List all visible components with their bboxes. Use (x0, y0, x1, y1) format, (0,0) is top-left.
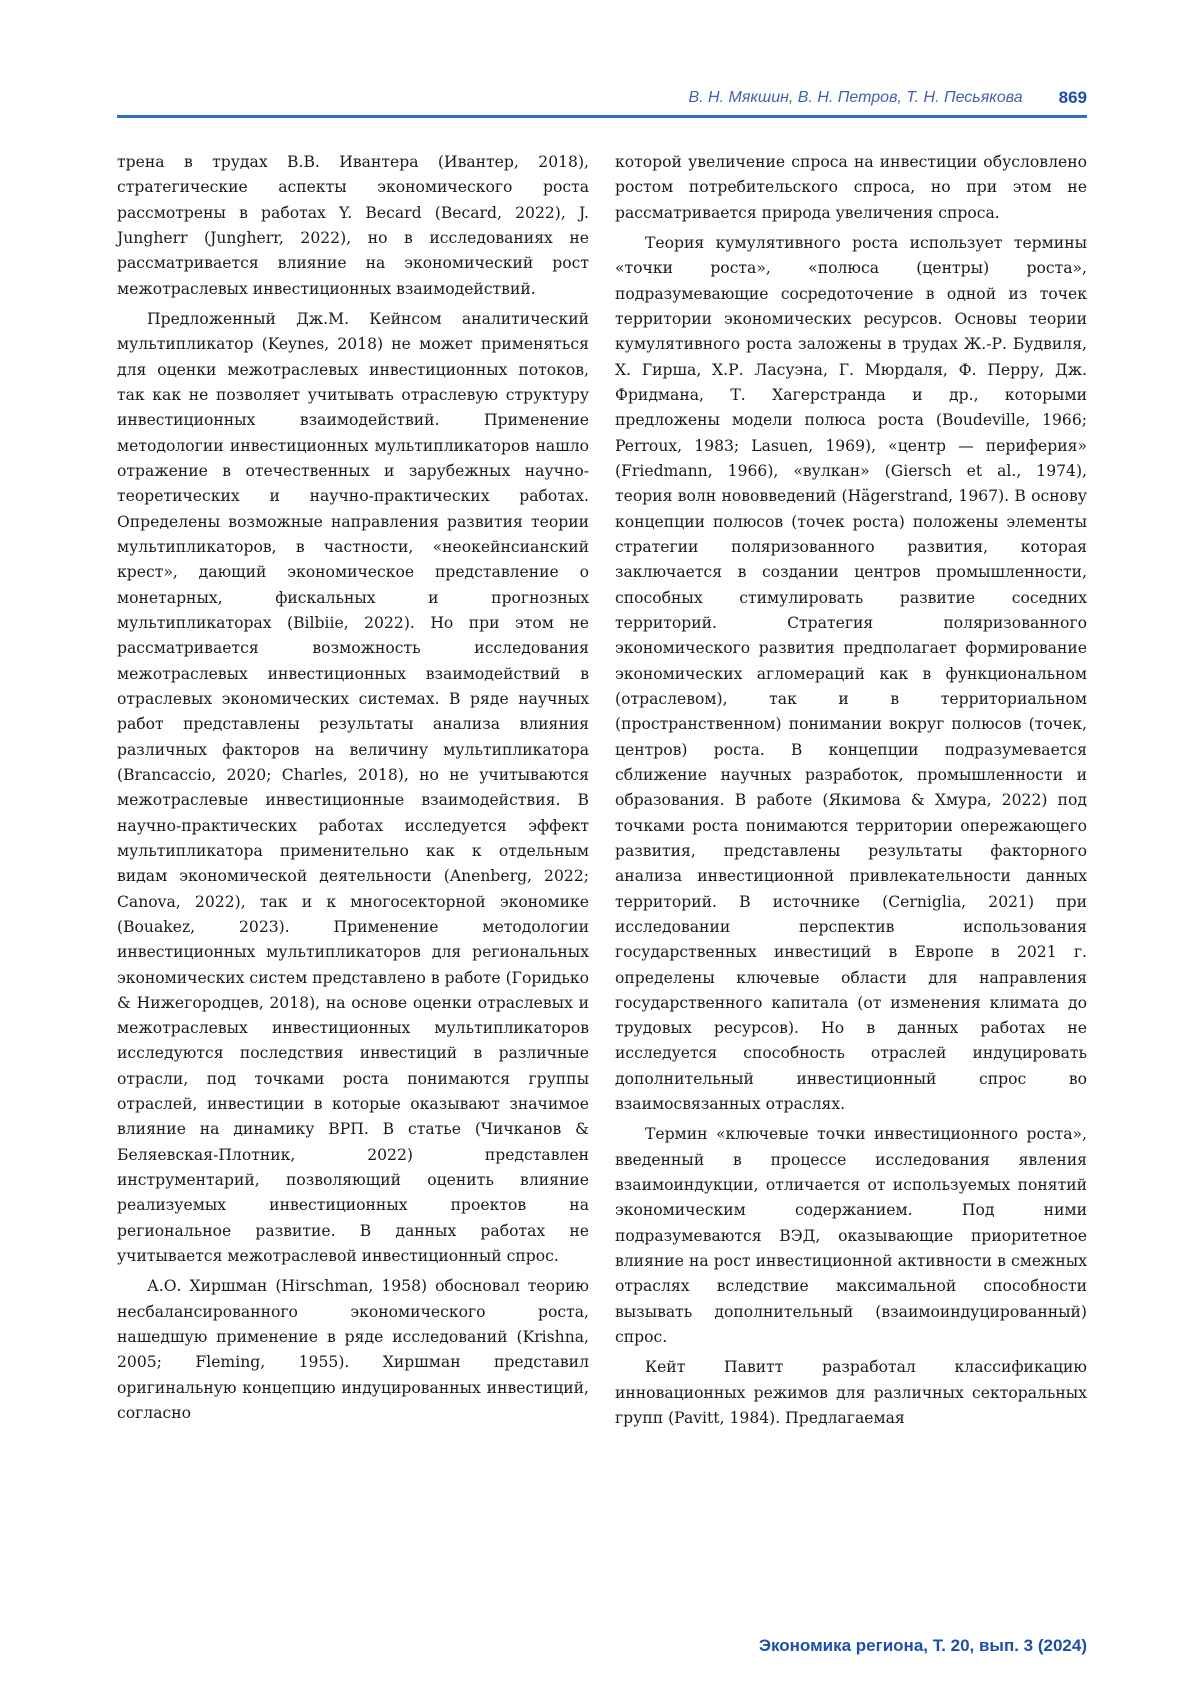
paragraph: Термин «ключевые точки инвестиционного роста», введенный в процессе исследования явления взаимоиндукции, отличается от используемых понятий экономическим содержанием. Под ними подразумеваются ВЭД, оказывающие приоритетное влияние на рост инвестиционной активности в смежных отраслях вследствие максимальной способности вызывать дополнительный (взаимоиндуцированный) спрос. (615, 1125, 1087, 1347)
paragraph: А.О. Хиршман (Hirschman, 1958) обосновал теорию несбалансированного экономического роста, нашедшую применение в ряде исследований (Krishna, 2005; Fleming, 1955). Хиршман представил оригинальную концепцию индуцированных инвестиций, согласно (117, 1277, 589, 1423)
paragraph: Кейт Павитт разработал классификацию инновационных режимов для различных секторальных групп (Pavitt, 1984). Предлагаемая (615, 1358, 1087, 1428)
running-header (117, 86, 1087, 110)
paragraph: Предложенный Дж.М. Кейнсом аналитический мультипликатор (Keynes, 2018) не может применяться для оценки межотраслевых инвестиционных потоков, так как не позволяет учитывать отраслевую структуру инвестиционных взаимодействий. Применение методологии инвестиционных мультипликаторов нашло отражение в отечественных и зарубежных научно-теоретических и научно-практических работах. Определены возможные направления развития теории мультипликаторов, в частности, «неокейнсианский крест», дающий экономическое представление о монетарных, фискальных и прогнозных мультипликаторах (Bilbiie, 2022). Но при этом не рассматривается возможность исследования межотраслевых инвестиционных взаимодействий в отраслевых экономических системах. В ряде научных работ представлены результаты анализа влияния различных факторов на величину мультипликатора (Brancaccio, 2020; Charles, 2018), но не учитываются межотраслевые инвестиционные взаимодействия. В научно-практических работах исследуется эффект мультипликатора применительно как к отдельным видам экономической деятельности (Anenberg, 2022; Canova, 2022), так и к многосекторной экономике (Bouakez, 2023). Применение методологии инвестиционных мультипликаторов для региональных экономических систем представлено в работе (Горидько & Нижегородцев, 2018), на основе оценки отраслевых и межотраслевых инвестиционных мультипликаторов исследуются последствия инвестиций в различные отрасли, под точками роста понимаются группы отраслей, инвестиции в которые оказывают значимое влияние на динамику ВРП. В статье (Чичканов & Беляевская-Плотник, 2022) представлен инструментарий, позволяющий оценить влияние реализуемых инвестиционных проектов на региональное развитие. В данных работах не учитывается межотраслевой инвестиционный спрос. (117, 309, 589, 1266)
header-authors: В. Н. Мякшин, В. Н. Петров, Т. Н. Песьякова (688, 89, 1023, 106)
page-number: 869 (1058, 88, 1087, 107)
right-column (615, 150, 1087, 1436)
paragraph: которой увеличение спроса на инвестиции обусловлено ростом потребительского спроса, но при этом не рассматривается природа увеличения спроса. (615, 153, 1087, 222)
journal-footer: Экономика региона, Т. 20, вып. 3 (2024) (758, 1636, 1087, 1655)
paragraph: трена в трудах В.В. Ивантера (Ивантер, 2018), стратегические аспекты экономического роста рассмотрены в работах Y. Becard (Becard, 2022), J. Jungherr (Jungherr, 2022), но в исследованиях не рассматривается влияние на экономический рост межотраслевых инвестиционных взаимодействий. (117, 153, 589, 298)
left-column (117, 150, 589, 1431)
paragraph: Теория кумулятивного роста использует термины «точки роста», «полюса (центры) роста», подразумевающие сосредоточение в одной из точек территории экономических ресурсов. Основы теории кумулятивного роста заложены в трудах Ж.-Р. Будвиля, Х. Гирша, Х.Р. Ласуэна, Г. Мюрдаля, Ф. Перру, Дж. Фридмана, Т. Хагерстранда и др., которыми предложены модели полюса роста (Boudeville, 1966; Perroux, 1983; Lasuen, 1969), «центр — периферия» (Friedmann, 1966), «вулкан» (Giersch et al., 1974), теория волн нововведений (Hägerstrand, 1967). В основу концепции полюсов (точек роста) положены элементы стратегии поляризованного развития, которая заключается в создании центров промышленности, способных стимулировать развитие соседних территорий. Стратегия поляризованного экономического развития предполагает формирование экономических агломераций как в функциональном (отраслевом), так и в территориальном (пространственном) понимании вокруг полюсов (точек, центров) роста. В концепции подразумевается сближение научных разработок, промышленности и образования. В работе (Якимова & Хмура, 2022) под точками роста понимаются территории опережающего развития, представлены результаты факторного анализа инвестиционной привлекательности данных территорий. В источнике (Cerniglia, 2021) при исследовании перспектив использования государственных инвестиций в Европе в 2021 г. определены ключевые области для направления государственного капитала (от изменения климата до трудовых ресурсов). Но в данных работах не исследуется способность отраслей индуцировать дополнительный инвестиционный спрос во взаимосвязанных отраслях. (615, 233, 1087, 1114)
header-rule (117, 115, 1087, 118)
